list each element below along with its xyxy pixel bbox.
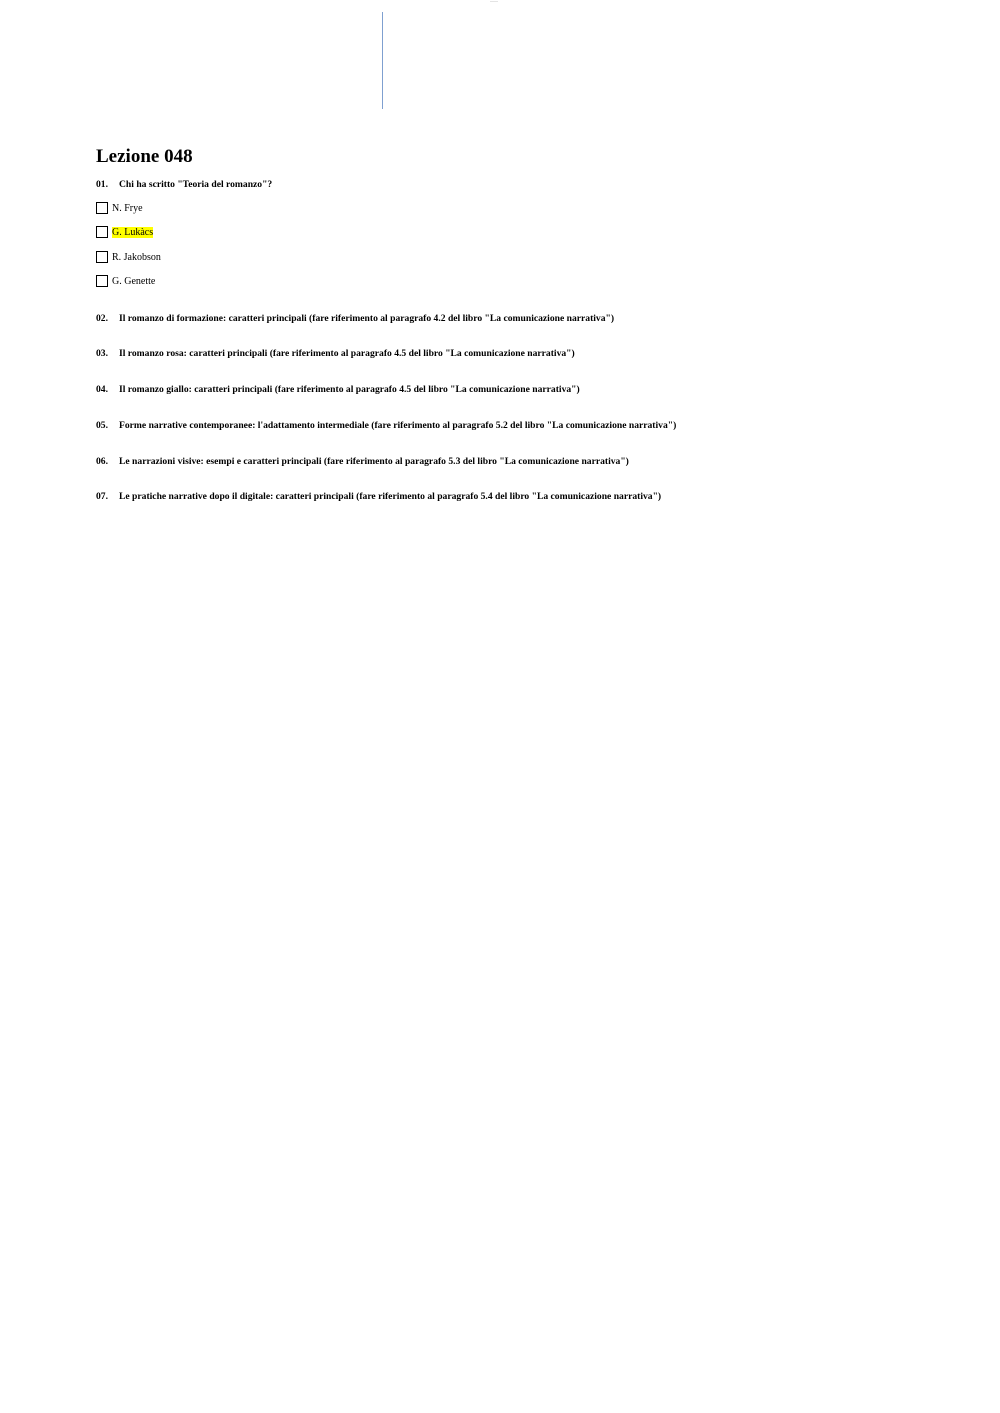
question-number: 03.	[96, 348, 108, 359]
lesson-title: Lezione 048	[96, 146, 193, 167]
question-05	[96, 420, 676, 432]
question-number: 05.	[96, 420, 108, 431]
question-07	[96, 491, 661, 503]
question-06	[96, 456, 629, 468]
option-label: R. Jakobson	[112, 251, 161, 263]
vertical-rule	[382, 12, 383, 109]
option-label: N. Frye	[112, 202, 143, 214]
question-04	[96, 384, 580, 396]
answer-option-4[interactable]	[96, 274, 155, 288]
question-01	[96, 179, 272, 191]
checkbox[interactable]	[96, 202, 108, 214]
question-text: Forme narrative contemporanee: l'adattamento intermediale (fare riferimento al paragrafo 5.2 del libro "La comunicazione narrativa")	[119, 420, 677, 431]
option-label: G. Genette	[112, 275, 156, 287]
header-mark	[490, 0, 498, 2]
checkbox[interactable]	[96, 226, 108, 238]
question-number: 04.	[96, 384, 108, 395]
question-02	[96, 313, 614, 325]
question-text: Le narrazioni visive: esempi e caratteri principali (fare riferimento al paragrafo 5.3 del libro "La comunicazione narrativa")	[119, 456, 629, 467]
question-text: Il romanzo rosa: caratteri principali (fare riferimento al paragrafo 4.5 del libro "La comunicazione narrativa")	[119, 348, 575, 359]
checkbox[interactable]	[96, 275, 108, 287]
answer-option-3[interactable]	[96, 250, 161, 264]
question-number: 01.	[96, 179, 108, 190]
question-number: 06.	[96, 456, 108, 467]
answer-option-2[interactable]	[96, 225, 153, 239]
answer-option-1[interactable]	[96, 201, 143, 215]
question-text: Le pratiche narrative dopo il digitale: caratteri principali (fare riferimento al paragrafo 5.4 del libro "La comunicazione narrativa")	[119, 491, 662, 502]
question-text: Il romanzo giallo: caratteri principali (fare riferimento al paragrafo 4.5 del libro "La comunicazione narrativa")	[119, 384, 580, 395]
option-label-highlighted: G. Lukàcs	[112, 226, 154, 238]
question-number: 07.	[96, 491, 108, 502]
question-text: Il romanzo di formazione: caratteri principali (fare riferimento al paragrafo 4.2 del libro "La comunicazione narrativa")	[119, 313, 615, 324]
question-03	[96, 348, 575, 360]
question-text: Chi ha scritto "Teoria del romanzo"?	[119, 179, 273, 190]
checkbox[interactable]	[96, 251, 108, 263]
question-number: 02.	[96, 313, 108, 324]
